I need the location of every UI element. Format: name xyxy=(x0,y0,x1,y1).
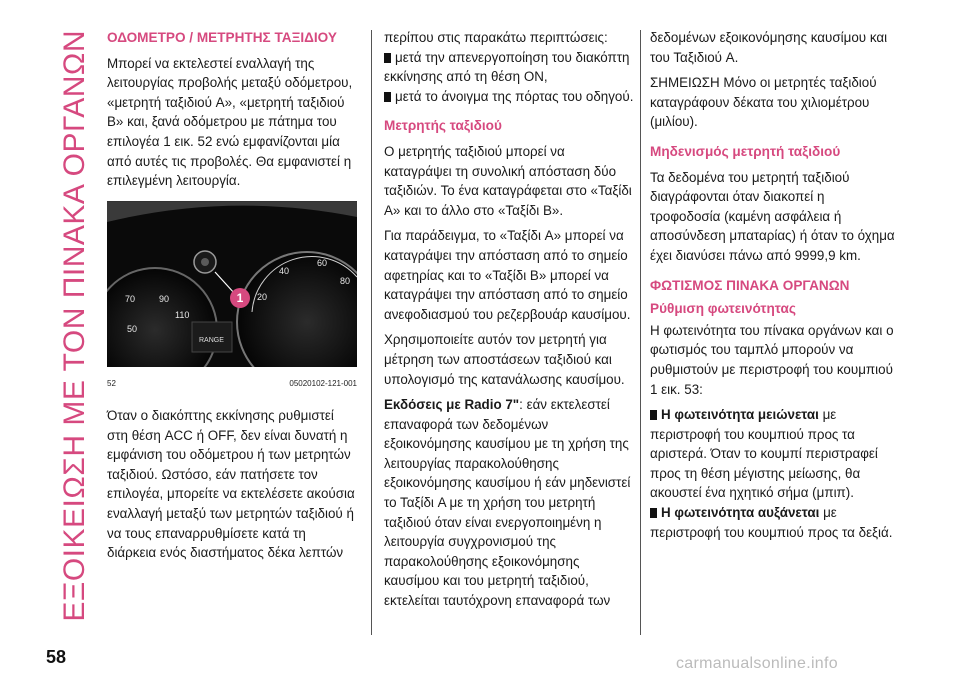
svg-text:110: 110 xyxy=(175,309,190,320)
svg-text:RANGE: RANGE xyxy=(199,336,224,344)
bullet-icon xyxy=(650,508,657,518)
intro-text: περίπου στις παρακάτω περιπτώσεις: xyxy=(384,30,608,45)
svg-text:40: 40 xyxy=(279,265,290,276)
section-heading-trip: Μετρητής ταξιδιού xyxy=(384,118,502,134)
section-heading-illumination: ΦΩΤΙΣΜΟΣ ΠΙΝΑΚΑ ΟΡΓΑΝΩΝ xyxy=(650,277,850,293)
svg-text:50: 50 xyxy=(127,323,138,334)
column-3 xyxy=(650,28,898,542)
column-2 xyxy=(384,28,634,617)
column-divider-2 xyxy=(640,30,641,635)
column-divider-1 xyxy=(371,30,372,635)
list-item: Η φωτεινότητα αυξάνεται με περιστροφή του κουμπιού προς τα δεξιά. xyxy=(650,505,893,540)
brightness-paragraph: Η φωτεινότητα του πίνακα οργάνων και ο φωτισμός του ταμπλό μπορούν να ρυθμιστούν με περιστροφή του κουμπιού 1 εικ. 53: xyxy=(650,322,894,397)
svg-text:70: 70 xyxy=(125,293,136,304)
bullet-icon xyxy=(384,53,391,63)
column-1 xyxy=(107,28,357,569)
list-item: μετά το άνοιγμα της πόρτας του οδηγού. xyxy=(384,87,634,107)
figure-52 xyxy=(107,201,357,394)
bullet-icon xyxy=(384,92,391,102)
figure-code: 05020102-121-001 xyxy=(289,379,357,389)
watermark: carmanualsonline.info xyxy=(676,655,838,672)
trip-paragraph-3: Χρησιμοποιείτε αυτόν τον μετρητή για μέτρηση των αποστάσεων ταξιδιού και υπολογισμό της κατανάλωσης καυσίμου. xyxy=(384,332,625,387)
subheading-brightness: Ρύθμιση φωτεινότητας xyxy=(650,301,796,317)
note-paragraph: ΣΗΜΕΙΩΣΗ Μόνο οι μετρητές ταξιδιού καταγράφουν δέκατα του χιλιομέτρου (μιλίου). xyxy=(650,75,877,130)
trip-paragraph-4: Εκδόσεις με Radio 7": εάν εκτελεστεί επαναφορά των δεδομένων εξοικονόμησης καυσίμου με τη χρήση της λειτουργίας παρακολούθησης εξοικονόμησης καυσίμου ή εάν μηδενιστεί το Ταξίδι A με τη χρήση του μετρητή ταξιδιού όταν είναι ενεργοποιημένη η λειτουργία συγχρονισμού της παρακολούθησης εξοικονόμησης καυσίμου και του μετρητή ταξιδιού, εκτελείται ταυτόχρονη επαναφορά των xyxy=(384,397,631,609)
reset-paragraph: Τα δεδομένα του μετρητή ταξιδιού διαγράφονται όταν διακοπεί η τροφοδοσία (καμένη ασφάλεια ή αποσύνδεση μπαταρίας) ή όταν το όχημα έχει διανύσει πάνω από 9999,9 km. xyxy=(650,169,895,263)
svg-text:80: 80 xyxy=(340,275,351,286)
svg-text:20: 20 xyxy=(257,291,268,302)
section-heading-reset: Μηδενισμός μετρητή ταξιδιού xyxy=(650,143,841,159)
figure-number: 52 xyxy=(107,379,116,389)
list-item: μετά την απενεργοποίηση του διακόπτη εκκίνησης από τη θέση ON, xyxy=(384,49,630,85)
trip-paragraph-1: Ο μετρητής ταξιδιού μπορεί να καταγράψει τη συνολική απόσταση δύο ταξιδιών. Το ένα καταγράφεται στο «Ταξίδι A» και το άλλο στο «Ταξίδι B». xyxy=(384,143,632,218)
figure-caption xyxy=(107,374,357,394)
trip-paragraph-2: Για παράδειγμα, το «Ταξίδι A» μπορεί να καταγράψει την απόσταση από το σημείο αφετηρίας και το «Ταξίδι B» μπορεί να καταγράψει την απόσταση από το σημείο ανεφοδιασμού του ρεζερβουάρ καυσίμου. xyxy=(384,228,631,322)
svg-text:60: 60 xyxy=(317,257,328,268)
section-heading-odometer: ΟΔΟΜΕΤΡΟ / ΜΕΤΡΗΤΗΣ ΤΑΞΙΔΙΟΥ xyxy=(107,30,337,45)
odometer-paragraph: Μπορεί να εκτελεστεί εναλλαγή της λειτουργίας προβολής μεταξύ οδόμετρου, «μετρητή ταξιδιού A», «μετρητή ταξιδιού B» και, ξανά οδόμετρου με πάτημα του επιλογέα 1 εικ. 52 ενώ εμφανίζονται μία από αυτές τις προβολές. Θα εμφανιστεί η επιλεγμένη λειτουργία. xyxy=(107,55,353,189)
page-number: 58 xyxy=(46,647,67,667)
fuel-data-paragraph: δεδομένων εξοικονόμησης καυσίμου και του Ταξιδιού A. xyxy=(650,30,888,65)
callout-label: 1 xyxy=(236,290,244,305)
list-item: Η φωτεινότητα μειώνεται με περιστροφή του κουμπιού προς τα αριστερά. Όταν το κουμπί περιστραφεί προς τη θέση μέγιστης μείωσης, θα ακουστεί ένα ηχητικό σήμα (μπιπ). xyxy=(650,407,878,501)
svg-text:90: 90 xyxy=(159,293,170,304)
ignition-paragraph: Όταν ο διακόπτης εκκίνησης ρυθμιστεί στη θέση ACC ή OFF, δεν είναι δυνατή η εμφάνιση του οδόμετρου ή των μετρητών ταξιδιού. Ωστόσο, εάν πατήσετε τον επιλογέα, μπορείτε να εκτελέσετε ακούσια εναλλαγή μεταξύ των μετρητών ταξιδιού ή να τους επαναρρυθμίσετε κατά τη διάρκεια ενός διαστήματος δέκα λεπτών xyxy=(107,407,355,561)
bullet-icon xyxy=(650,410,657,420)
instrument-cluster-photo xyxy=(107,202,357,367)
